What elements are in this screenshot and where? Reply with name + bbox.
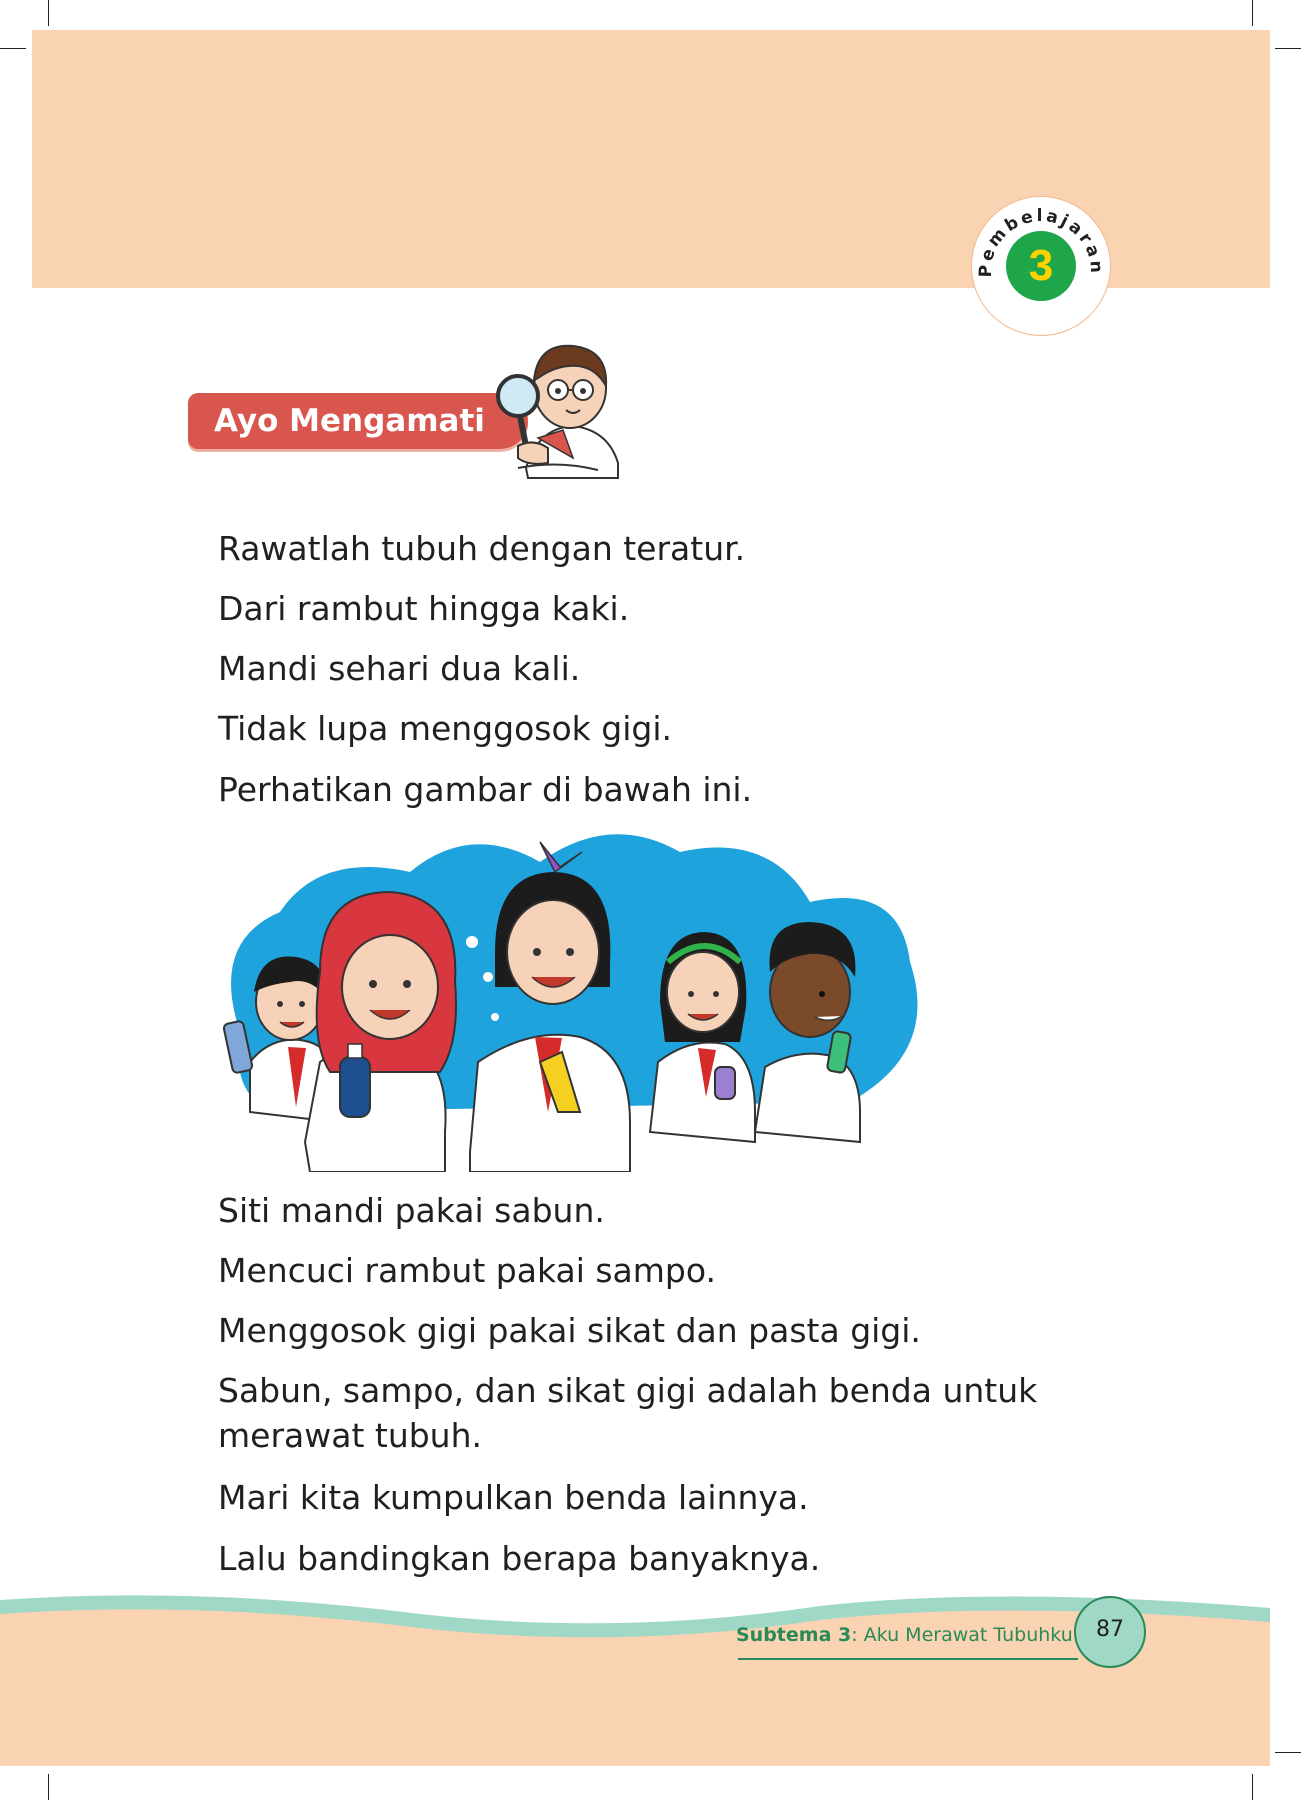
children-hygiene-illustration [210, 812, 995, 1172]
lesson-badge [971, 196, 1111, 336]
intro-line: Perhatikan gambar di bawah ini. [218, 770, 753, 809]
body-line: Siti mandi pakai sabun. [218, 1191, 605, 1230]
intro-line: Dari rambut hingga kaki. [218, 589, 630, 628]
crop-mark [1275, 48, 1301, 49]
crop-mark [1252, 1774, 1253, 1800]
headband-girl [650, 932, 755, 1142]
intro-line: Mandi sehari dua kali. [218, 649, 581, 688]
crop-mark [1252, 0, 1253, 26]
badge-arc-text: Pembelajaran [975, 206, 1107, 278]
body-line: Menggosok gigi pakai sikat dan pasta gigi. [218, 1311, 921, 1350]
body-line: Mencuci rambut pakai sampo. [218, 1251, 716, 1290]
body-line: Lalu bandingkan berapa banyaknya. [218, 1539, 821, 1578]
footer-subtema-label: Subtema 3 [736, 1624, 852, 1646]
intro-line: Tidak lupa menggosok gigi. [218, 709, 672, 748]
crop-mark [0, 48, 26, 49]
intro-line: Rawatlah tubuh dengan teratur. [218, 529, 746, 568]
crop-mark [48, 1774, 49, 1800]
footer-subtema-title: : Aku Merawat Tubuhku [851, 1624, 1073, 1646]
page-number: 87 [1074, 1596, 1146, 1668]
lesson-number: 3 [1006, 231, 1076, 301]
footer-subtema [736, 1624, 1073, 1646]
body-line: Sabun, sampo, dan sikat gigi adalah benda untuk merawat tubuh. [218, 1371, 1038, 1455]
footer-rule [738, 1658, 1078, 1660]
crop-mark [48, 0, 49, 26]
section-title: Ayo Mengamati [214, 403, 485, 439]
body-line: Mari kita kumpulkan benda lainnya. [218, 1478, 809, 1517]
hijab-girl [305, 892, 456, 1172]
mascot-magnifier-icon [478, 338, 628, 483]
